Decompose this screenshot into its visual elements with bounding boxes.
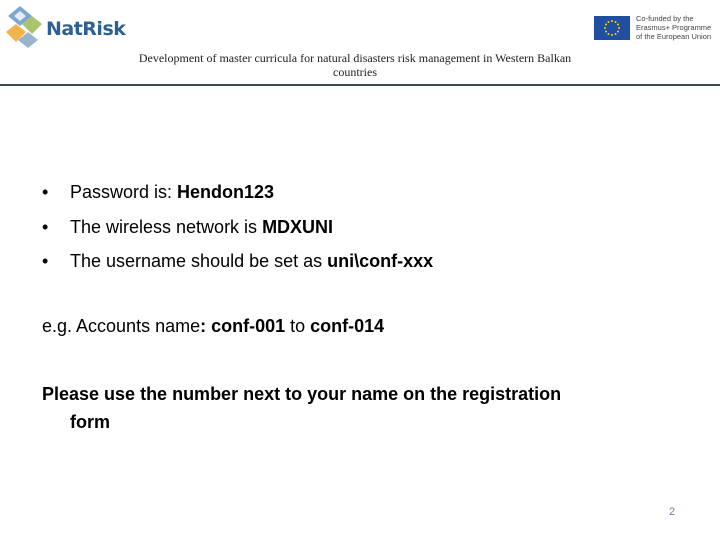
note-line-2: form: [70, 412, 110, 432]
example-prefix: e.g. Accounts name: [42, 316, 201, 336]
bullet-text: The wireless network is: [70, 216, 263, 237]
list-item: [42, 175, 682, 210]
bullet-text: The username should be set as: [70, 251, 328, 271]
note-line-1: Please use the number next to your name on the registration: [42, 384, 562, 404]
list-item: [42, 244, 682, 279]
username-value: uni\conf-xxx: [327, 251, 434, 271]
natrisk-logo: [6, 4, 126, 48]
list-item: [42, 210, 682, 245]
registration-note: [42, 380, 702, 436]
account-range-end: conf-014: [310, 316, 385, 336]
subtitle-line-1: Development of master curricula for natural disasters risk management in Western Balkan: [138, 51, 572, 65]
header-subtitle: [60, 51, 650, 79]
bullet-icon: •: [42, 182, 49, 202]
page-number: 2: [668, 506, 676, 518]
accounts-example: [42, 312, 702, 340]
bullet-icon: •: [42, 251, 49, 271]
example-colon: :: [200, 316, 212, 336]
password-value: Hendon123: [177, 182, 275, 202]
wifi-instructions-list: [42, 175, 682, 279]
network-name-value: MDXUNI: [262, 216, 334, 237]
logo-text: NatRisk: [46, 18, 126, 40]
header-divider: [0, 84, 720, 86]
subtitle-line-2: countries: [333, 65, 377, 79]
eu-flag-icon: [594, 16, 630, 40]
natrisk-logo-icon: [6, 4, 46, 48]
eu-cofunded-badge: [594, 14, 716, 40]
bullet-icon: •: [42, 216, 49, 237]
eu-cofunded-text: Co-funded by the Erasmus+ Programme of the European Union: [636, 14, 712, 41]
account-range-start: conf-001: [211, 316, 286, 336]
bullet-text: Password is:: [70, 182, 178, 202]
example-mid: to: [285, 316, 311, 336]
